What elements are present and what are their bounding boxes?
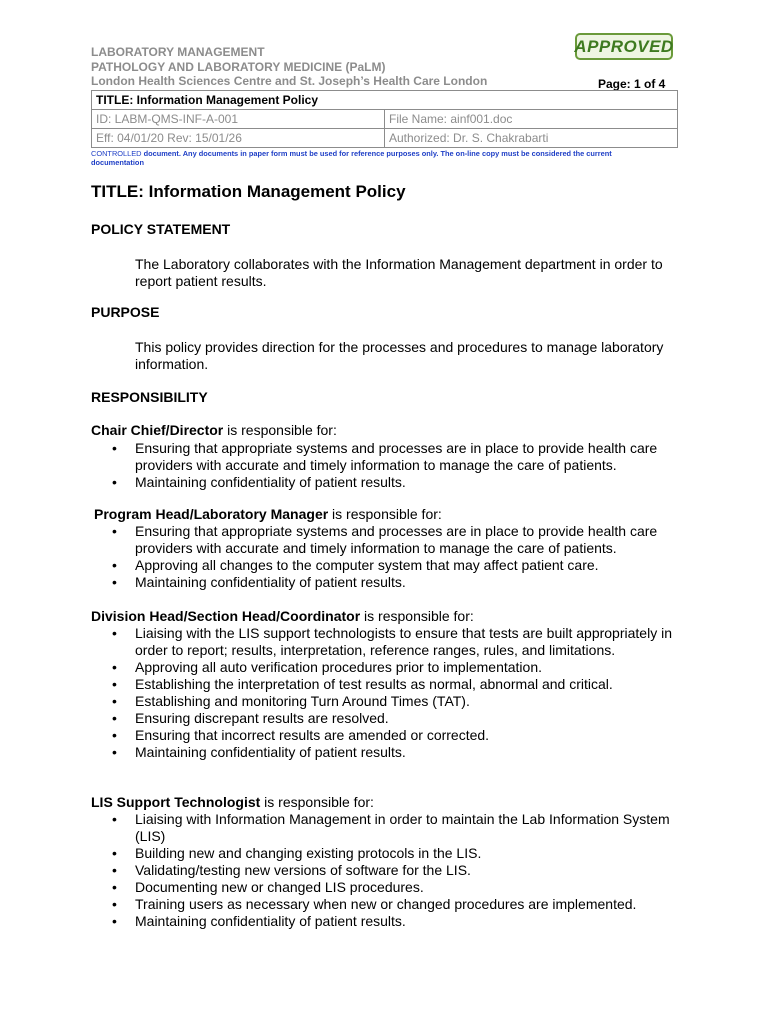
list-item: • Maintaining confidentiality of patient results. xyxy=(112,744,672,761)
info-id: ID: LABM-QMS-INF-A-001 xyxy=(92,110,385,129)
list-item: • Ensuring discrepant results are resolved. xyxy=(112,710,672,727)
role-title: Division Head/Section Head/Coordinator xyxy=(91,608,361,624)
list-item: • Maintaining confidentiality of patient results. xyxy=(112,574,672,591)
list-item: • Liaising with Information Management in order to maintain the Lab Information System (LIS) xyxy=(112,811,672,845)
role-title: LIS Support Technologist xyxy=(91,794,261,810)
document-title: TITLE: Information Management Policy xyxy=(91,182,406,201)
role-suffix: is responsible for: xyxy=(223,422,337,438)
header-division: PATHOLOGY AND LABORATORY MEDICINE (PaLM) xyxy=(91,59,386,74)
list-item: • Validating/testing new versions of software for the LIS. xyxy=(112,862,672,879)
responsibility-heading: RESPONSIBILITY xyxy=(91,389,208,405)
role-title: Program Head/Laboratory Manager xyxy=(94,506,329,522)
role-suffix: is responsible for: xyxy=(328,506,442,522)
list-item: • Liaising with the LIS support technologists to ensure that tests are built appropriately in order to report; results, interpretation, reference ranges, rules, and limitations. xyxy=(112,625,672,659)
role-suffix: is responsible for: xyxy=(260,794,374,810)
list-item: • Approving all changes to the computer system that may affect patient care. xyxy=(112,557,672,574)
list-item: • Ensuring that incorrect results are amended or corrected. xyxy=(112,727,672,744)
header-department: LABORATORY MANAGEMENT xyxy=(91,45,265,59)
list-item: • Building new and changing existing protocols in the LIS. xyxy=(112,845,672,862)
list-item: • Ensuring that appropriate systems and processes are in place to provide health care providers with accurate and timely information to manage the care of patients. xyxy=(112,523,672,557)
document-info-table xyxy=(91,90,678,148)
role-responsibility-list xyxy=(112,523,672,591)
role-title: Chair Chief/Director xyxy=(91,422,224,438)
policy-statement-text: The Laboratory collaborates with the Information Management department in order to report patient results. xyxy=(135,256,663,289)
role-heading xyxy=(91,422,337,438)
info-authorized: Authorized: Dr. S. Chakrabarti xyxy=(385,129,678,148)
list-item: • Establishing the interpretation of test results as normal, abnormal and critical. xyxy=(112,676,672,693)
role-heading xyxy=(91,794,374,810)
list-item: • Maintaining confidentiality of patient results. xyxy=(112,474,672,491)
role-suffix: is responsible for: xyxy=(360,608,474,624)
policy-statement-heading: POLICY STATEMENT xyxy=(91,221,231,237)
header-organization: London Health Sciences Centre and St. Joseph’s Health Care London xyxy=(91,74,488,89)
list-item: • Documenting new or changed LIS procedures. xyxy=(112,879,672,896)
info-effective-revision: Eff: 04/01/20 Rev: 15/01/26 xyxy=(92,129,385,148)
role-responsibility-list xyxy=(112,811,672,930)
approved-stamp: APPROVED xyxy=(575,33,673,60)
purpose-text: This policy provides direction for the processes and procedures to manage laboratory information. xyxy=(135,339,664,372)
list-item: • Approving all auto verification procedures prior to implementation. xyxy=(112,659,672,676)
list-item: • Ensuring that appropriate systems and processes are in place to provide health care providers with accurate and timely information to manage the care of patients. xyxy=(112,440,672,474)
controlled-text: document. Any documents in paper form must be used for reference purposes only. The on-line copy must be considered the current documentation xyxy=(91,149,612,167)
controlled-document-notice xyxy=(91,150,651,167)
list-item: • Maintaining confidentiality of patient results. xyxy=(112,913,672,930)
info-file-name: File Name: ainf001.doc xyxy=(385,110,678,129)
page-number: Page: 1 of 4 xyxy=(598,77,666,91)
role-responsibility-list xyxy=(112,625,672,761)
role-responsibility-list xyxy=(112,440,672,491)
info-title: TITLE: Information Management Policy xyxy=(92,91,678,110)
role-heading xyxy=(91,608,474,624)
role-heading xyxy=(94,506,442,522)
list-item: • Establishing and monitoring Turn Around Times (TAT). xyxy=(112,693,672,710)
controlled-label: CONTROLLED xyxy=(91,149,142,158)
purpose-heading: PURPOSE xyxy=(91,304,160,320)
document-header xyxy=(91,45,487,89)
list-item: • Training users as necessary when new or changed procedures are implemented. xyxy=(112,896,672,913)
